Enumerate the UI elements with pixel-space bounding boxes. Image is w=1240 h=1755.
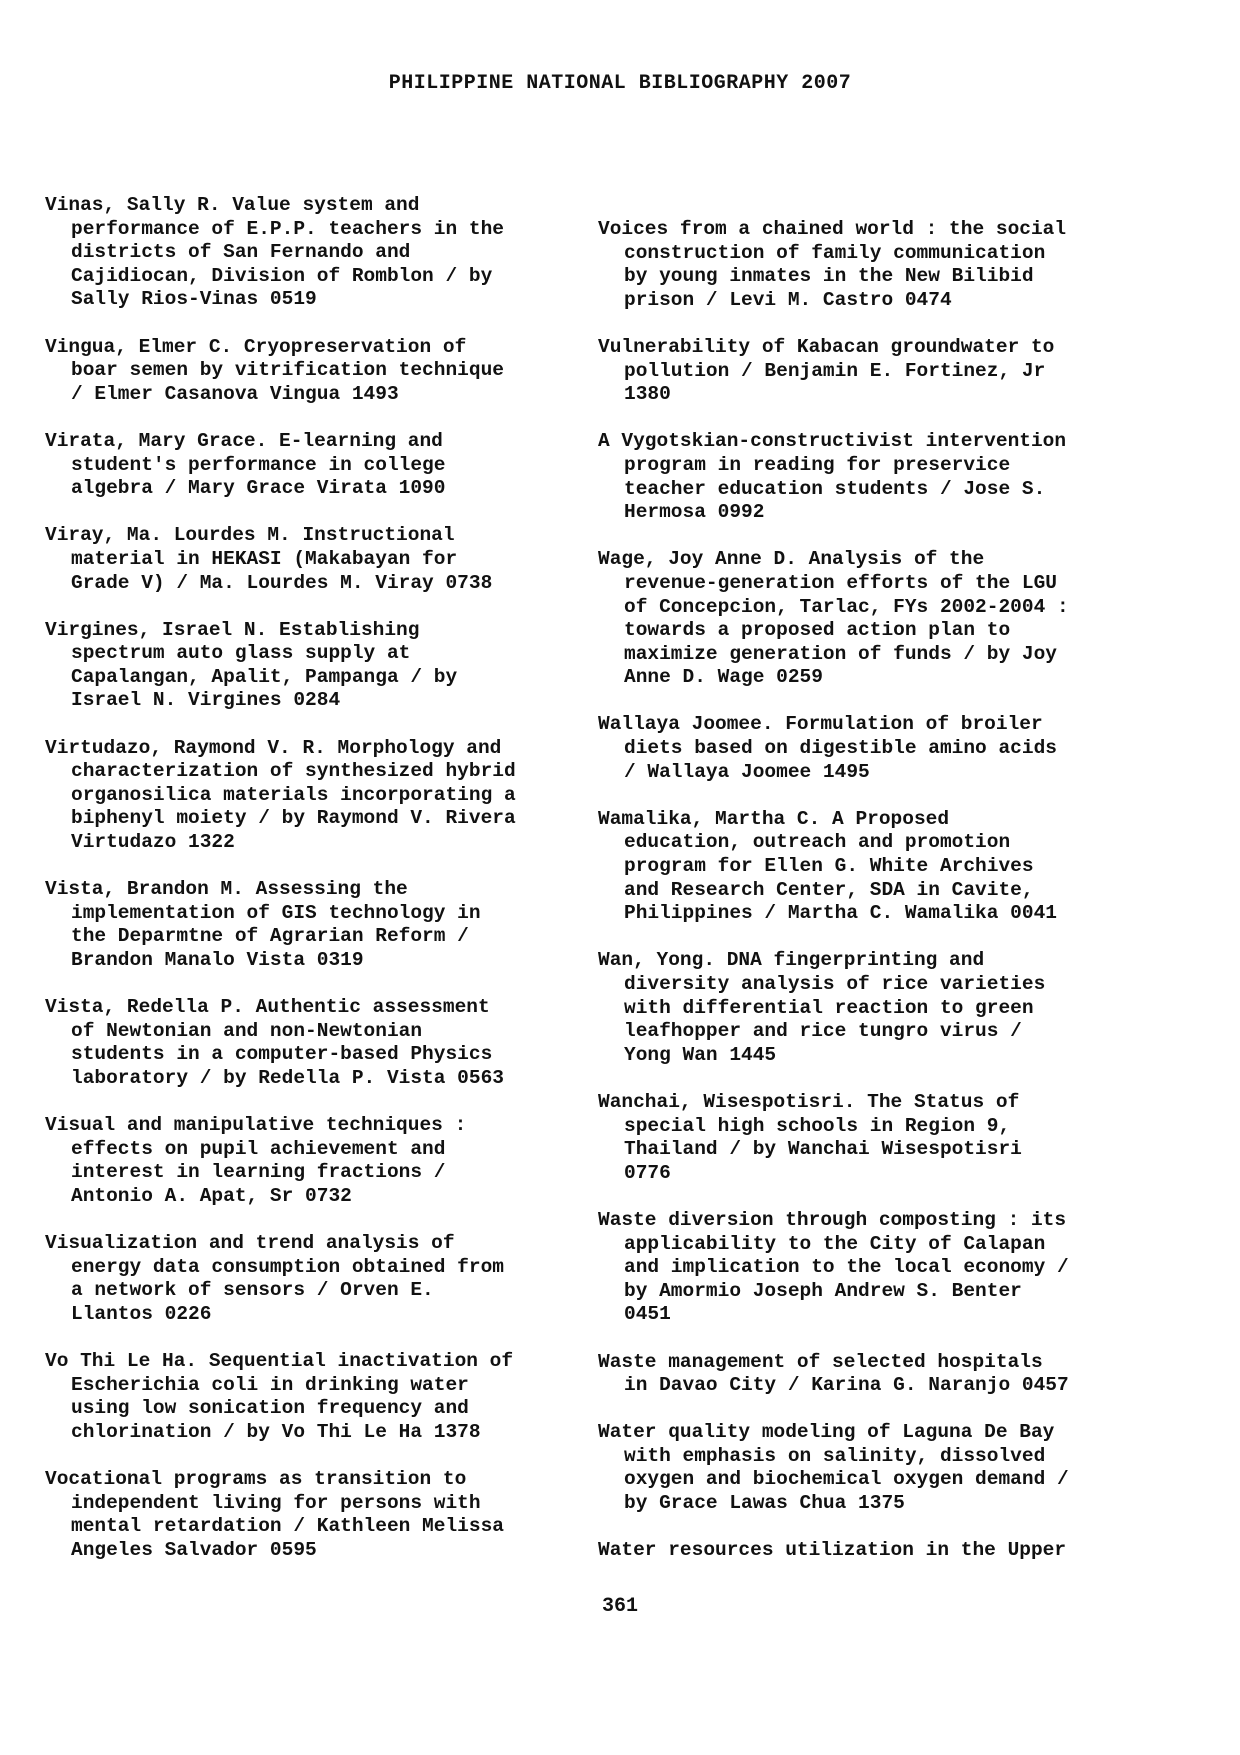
bibliography-entry: Water quality modeling of Laguna De Bay with emphasis on salinity, dissolved oxygen and biochemical oxygen demand / by Grace Lawas Chua 1375	[598, 1421, 1069, 1515]
bibliography-entry: Vingua, Elmer C. Cryopreservation of boar semen by vitrification technique / Elmer Casanova Vingua 1493	[45, 335, 504, 405]
bibliography-entry: Vista, Redella P. Authentic assessment of Newtonian and non-Newtonian students in a computer-based Physics laboratory / by Redella P. Vista 0563	[45, 996, 504, 1089]
bibliography-entry: Vo Thi Le Ha. Sequential inactivation of Escherichia coli in drinking water using low sonication frequency and chlorination / by Vo Thi Le Ha 1378	[45, 1350, 514, 1443]
bibliography-entry: Wamalika, Martha C. A Proposed education, outreach and promotion program for Ellen G. White Archives and Research Center, SDA in Cavite, Philippines / Martha C. Wamalika 0041	[598, 807, 1057, 925]
bibliography-entry: Waste diversion through composting : its applicability to the City of Calapan and implication to the local economy / by Amormio Joseph Andrew S. Benter 0451	[598, 1208, 1069, 1326]
bibliography-entry: Vinas, Sally R. Value system and performance of E.P.P. teachers in the districts of San Fernando and Cajidiocan, Division of Romblon / by Sally Rios-Vinas 0519	[45, 194, 504, 311]
bibliography-entry: Visual and manipulative techniques : effects on pupil achievement and interest in learning fractions / Antonio A. Apat, Sr 0732	[45, 1114, 467, 1207]
bibliography-entry: Voices from a chained world : the social construction of family communication by young inmates in the New Bilibid prison / Levi M. Castro 0474	[598, 218, 1067, 311]
page-number: 361	[601, 1595, 638, 1618]
bibliography-entry: Vulnerability of Kabacan groundwater to pollution / Benjamin E. Fortinez, Jr 1380	[598, 335, 1055, 406]
bibliography-entry: Wan, Yong. DNA fingerprinting and diversity analysis of rice varieties with differential reaction to green leafhopper and rice tungro virus / Yong Wan 1445	[598, 949, 1046, 1066]
right-column	[598, 218, 1158, 1586]
bibliography-entry: Waste management of selected hospitals in Davao City / Karina G. Naranjo 0457	[598, 1350, 1069, 1397]
bibliography-entry: Vocational programs as transition to independent living for persons with mental retardation / Kathleen Melissa Angeles Salvador 0595	[45, 1468, 504, 1561]
bibliography-entry: Virtudazo, Raymond V. R. Morphology and characterization of synthesized hybrid organosilica materials incorporating a biphenyl moiety / by Raymond V. Rivera Virtudazo 1322	[45, 736, 516, 854]
bibliography-entry: Vista, Brandon M. Assessing the implementation of GIS technology in the Deparmtne of Agrarian Reform / Brandon Manalo Vista 0319	[45, 878, 481, 971]
bibliography-entry: Wallaya Joomee. Formulation of broiler diets based on digestible amino acids / Wallaya Joomee 1495	[598, 713, 1057, 783]
bibliography-entry: A Vygotskian-constructivist intervention program in reading for preservice teacher education students / Jose S. Hermosa 0992	[598, 430, 1067, 524]
bibliography-entry: Visualization and trend analysis of energy data consumption obtained from a network of sensors / Orven E. Llantos 0226	[45, 1232, 504, 1325]
bibliography-entry: Viray, Ma. Lourdes M. Instructional material in HEKASI (Makabayan for Grade V) / Ma. Lourdes M. Viray 0738	[45, 524, 493, 594]
bibliography-entry: Virgines, Israel N. Establishing spectrum auto glass supply at Capalangan, Apalit, Pampanga / by Israel N. Virgines 0284	[45, 618, 458, 712]
bibliography-entry: Virata, Mary Grace. E-learning and student's performance in college algebra / Mary Grace Virata 1090	[45, 429, 446, 500]
page-header: PHILIPPINE NATIONAL BIBLIOGRAPHY 2007	[388, 72, 852, 95]
bibliography-entry: Water resources utilization in the Upper	[598, 1539, 1067, 1562]
left-column	[45, 194, 605, 1586]
bibliography-entry: Wanchai, Wisespotisri. The Status of special high schools in Region 9, Thailand / by Wanchai Wisespotisri 0776	[598, 1090, 1022, 1184]
bibliography-entry: Wage, Joy Anne D. Analysis of the revenue-generation efforts of the LGU of Concepcion, Tarlac, FYs 2002-2004 : towards a proposed action plan to maximize generation of funds / by Joy Anne D. Wage 0259	[598, 548, 1069, 689]
